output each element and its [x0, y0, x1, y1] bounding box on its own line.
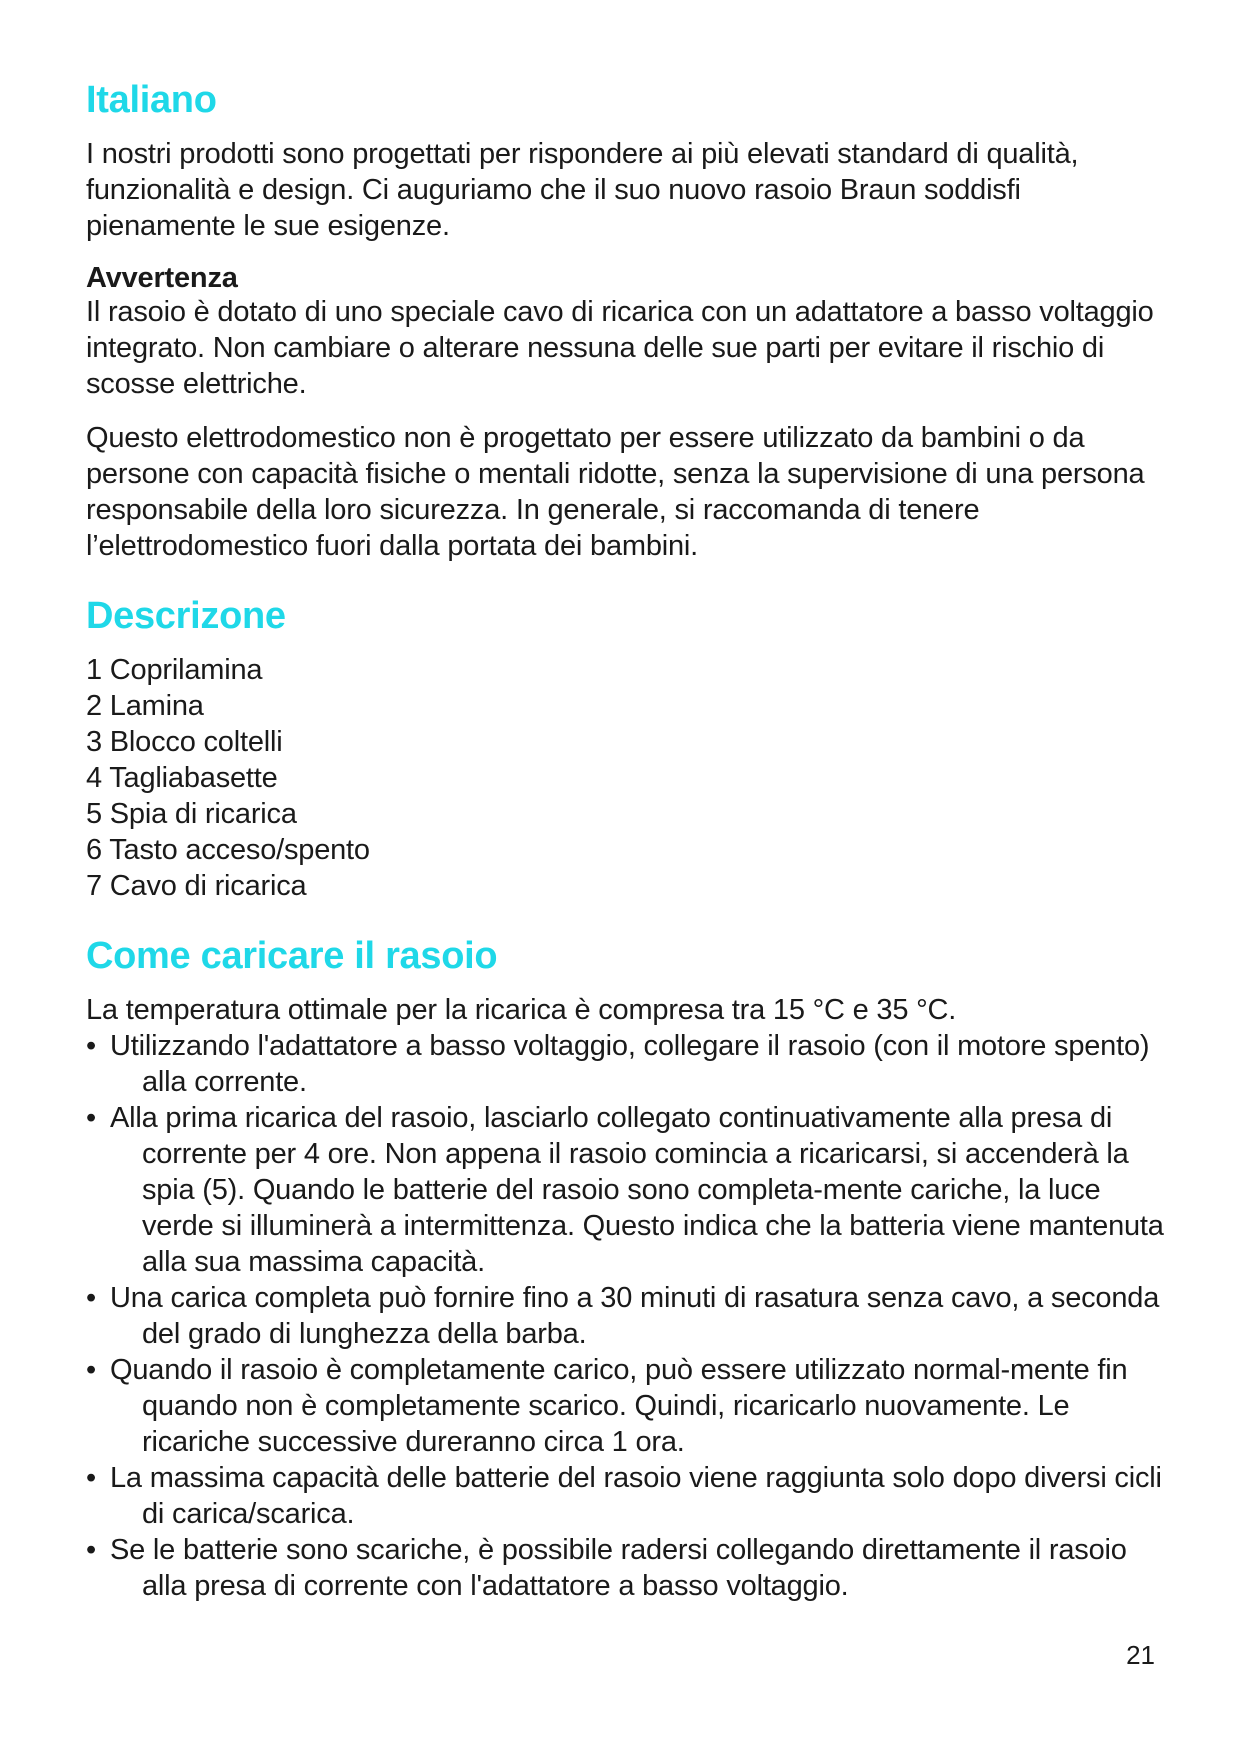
bullet-item: [86, 1532, 1176, 1604]
warning-title: Avvertenza: [86, 262, 238, 294]
warning-paragraph: Il rasoio è dotato di uno speciale cavo di ricarica con un adattatore a basso voltaggio integrato. Non cambiare o alterare nessuna delle sue parti per evitare il rischio di scosse elettriche.: [86, 296, 1154, 400]
spacer: [86, 904, 1176, 934]
bullet-text: Alla prima ricarica del rasoio, lasciarlo collegato continuativamente alla presa di corrente per 4 ore. Non appena il rasoio comincia a ricaricarsi, si accenderà la spia (5). Quando le batterie del rasoio sono completa-mente cariche, la luce verde si illuminerà a intermittenza. Questo indica che la batteria viene mantenuta alla sua massima capacità.: [110, 1102, 1164, 1278]
bullet-text: Una carica completa può fornire fino a 30 minuti di rasatura senza cavo, a seconda del grado di lunghezza della barba.: [110, 1282, 1160, 1350]
bullet-text: La massima capacità delle batterie del rasoio viene raggiunta solo dopo diversi cicli di carica/scarica.: [110, 1462, 1162, 1530]
section-title-descrizione: Descrizone: [86, 595, 286, 637]
bullet-text: Utilizzando l'adattatore a basso voltaggio, collegare il rasoio (con il motore spento) alla corrente.: [110, 1030, 1150, 1098]
bullet-item: [86, 1280, 1176, 1352]
section-title-italiano: Italiano: [86, 79, 217, 121]
list-item: 6 Tasto acceso/spento: [86, 834, 370, 866]
bullet-item: [86, 1100, 1176, 1280]
bullet-item: [86, 1460, 1176, 1532]
manual-page: [86, 78, 1176, 1604]
list-item: 5 Spia di ricarica: [86, 798, 297, 830]
intro-paragraph: I nostri prodotti sono progettati per rispondere ai più elevati standard di qualità, funzionalità e design. Ci auguriamo che il suo nuovo rasoio Braun soddisfi pienamente le sue esigenze.: [86, 138, 1079, 242]
bullet-icon: •: [86, 1030, 96, 1062]
bullet-text: Se le batterie sono scariche, è possibile radersi collegando direttamente il rasoio alla presa di corrente con l'adattatore a basso voltaggio.: [110, 1534, 1127, 1602]
bullet-icon: •: [86, 1282, 96, 1314]
list-item: 3 Blocco coltelli: [86, 726, 283, 758]
spacer: [86, 564, 1176, 594]
bullet-item: [86, 1352, 1176, 1460]
charging-bullets: [86, 1028, 1176, 1604]
bullet-icon: •: [86, 1102, 96, 1134]
bullet-icon: •: [86, 1534, 96, 1566]
list-item: 4 Tagliabasette: [86, 762, 278, 794]
bullet-item: [86, 1028, 1176, 1100]
section-title-caricare: Come caricare il rasoio: [86, 935, 498, 977]
bullet-icon: •: [86, 1354, 96, 1386]
page-number: 21: [1126, 1640, 1155, 1670]
parts-list: [86, 652, 1176, 904]
list-item: 7 Cavo di ricarica: [86, 870, 307, 902]
bullet-icon: •: [86, 1462, 96, 1494]
bullet-text: Quando il rasoio è completamente carico, può essere utilizzato normal-mente fin quando non è completamente scarico. Quindi, ricaricarlo nuovamente. Le ricariche successive dureranno circa 1 ora.: [110, 1354, 1128, 1458]
list-item: 1 Coprilamina: [86, 654, 263, 686]
charging-intro: La temperatura ottimale per la ricarica è compresa tra 15 °C e 35 °C.: [86, 994, 957, 1026]
list-item: 2 Lamina: [86, 690, 204, 722]
safety-paragraph: Questo elettrodomestico non è progettato per essere utilizzato da bambini o da persone con capacità fisiche o mentali ridotte, senza la supervisione di una persona responsabile della loro sicurezza. In generale, si raccomanda di tenere l’elettrodomestico fuori dalla portata dei bambini.: [86, 422, 1145, 562]
